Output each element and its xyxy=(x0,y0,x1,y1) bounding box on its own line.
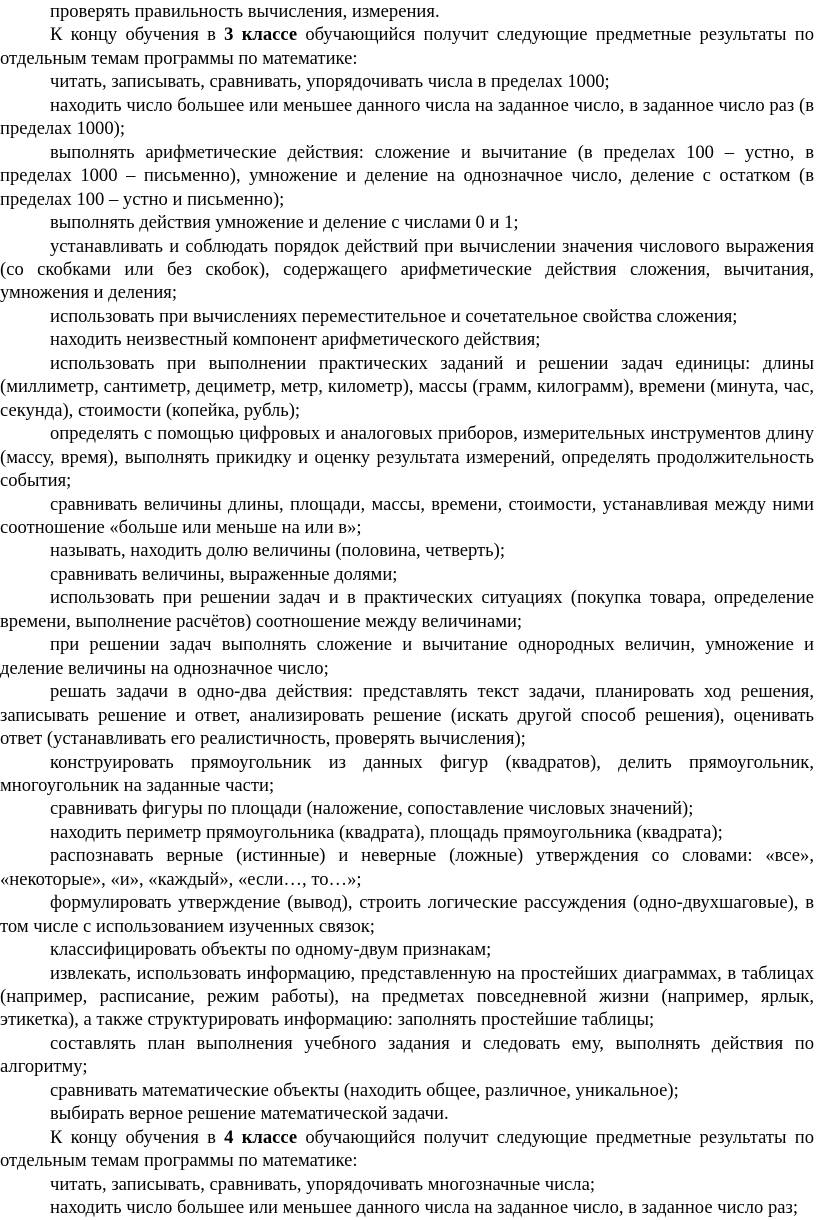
intro-lead: К концу обучения в xyxy=(50,1126,225,1148)
paragraph: формулировать утверждение (вывод), строить логические рассуждения (одно-двухшаговые), в том числе с использованием изученных связок; xyxy=(0,892,814,937)
paragraph: сравнивать величины, выраженные долями; xyxy=(50,563,398,585)
paragraph: называть, находить долю величины (половина, четверть); xyxy=(50,540,506,562)
paragraph: классифицировать объекты по одному-двум признакам; xyxy=(50,939,492,961)
paragraph: использовать при выполнении практических заданий и решении задач единицы: длины (миллиметр, сантиметр, дециметр, метр, километр), массы (грамм, килограмм), времени (минута, час, секунда), стоимости (копейка, рубль); xyxy=(0,352,814,421)
paragraph: использовать при решении задач и в практических ситуациях (покупка товара, определение времени, выполнение расчётов) соотношение между величинами; xyxy=(0,587,814,632)
paragraph: использовать при вычислениях переместительное и сочетательное свойства сложения; xyxy=(50,305,738,327)
paragraph: проверять правильность вычисления, измерения. xyxy=(50,1,440,22)
paragraph-grade-3-intro xyxy=(0,23,814,70)
paragraph: при решении задач выполнять сложение и вычитание однородных величин, умножение и деление величины на однозначное число; xyxy=(0,634,814,679)
intro-rest: обучающийся получит следующие предметные результаты по отдельным темам программы по математике: xyxy=(0,1126,815,1172)
paragraph: сравнивать величины длины, площади, массы, времени, стоимости, устанавливая между ними соотношение «больше или меньше на или в»; xyxy=(0,493,814,538)
paragraph: определять с помощью цифровых и аналоговых приборов, измерительных инструментов длину (массу, время), выполнять прикидку и оценку результата измерений, определять продолжительность события; xyxy=(0,423,814,492)
paragraph: находить число большее или меньшее данного числа на заданное число, в заданное число раз; xyxy=(50,1197,799,1219)
paragraph: читать, записывать, сравнивать, упорядочивать числа в пределах 1000; xyxy=(50,71,610,93)
grade-label: 3 классе xyxy=(224,24,298,46)
paragraph: составлять план выполнения учебного задания и следовать ему, выполнять действия по алгоритму; xyxy=(0,1032,814,1078)
paragraph: сравнивать математические объекты (находить общее, различное, уникальное); xyxy=(50,1079,679,1101)
paragraph: конструировать прямоугольник из данных фигур (квадратов), делить прямоугольник, многоугольник на заданные части; xyxy=(0,751,814,796)
grade-label: 4 классе xyxy=(224,1126,298,1148)
paragraph: выбирать верное решение математической задачи. xyxy=(50,1103,449,1125)
paragraph: сравнивать фигуры по площади (наложение, сопоставление числовых значений); xyxy=(50,798,694,820)
paragraph: извлекать, использовать информацию, представленную на простейших диаграммах, в таблицах (например, расписание, режим работы), на предметах повседневной жизни (например, ярлык, этикетка), а также структурировать информацию: заполнять простейшие таблицы; xyxy=(0,962,814,1031)
intro-rest: обучающийся получит следующие предметные результаты по отдельным темам программы по математике: xyxy=(0,24,815,69)
paragraph: находить неизвестный компонент арифметического действия; xyxy=(50,329,541,351)
paragraph: выполнять действия умножение и деление с числами 0 и 1; xyxy=(50,212,519,234)
paragraph: читать, записывать, сравнивать, упорядочивать многозначные числа; xyxy=(50,1173,595,1195)
paragraph-grade-4-intro xyxy=(0,1126,814,1173)
paragraph: распознавать верные (истинные) и неверные (ложные) утверждения со словами: «все», «некоторые», «и», «каждый», «если…, то…»; xyxy=(0,845,814,890)
paragraph: выполнять арифметические действия: сложение и вычитание (в пределах 100 – устно, в пределах 1000 – письменно), умножение и деление на однозначное число, деление с остатком (в пределах 100 – устно и письменно); xyxy=(0,141,814,210)
paragraph: находить число большее или меньшее данного числа на заданное число, в заданное число раз (в пределах 1000); xyxy=(0,94,814,140)
paragraph: находить периметр прямоугольника (квадрата), площадь прямоугольника (квадрата); xyxy=(50,821,723,843)
paragraph: устанавливать и соблюдать порядок действий при вычислении значения числового выражения (со скобками или без скобок), содержащего арифметические действия сложения, вычитания, умножения и деления; xyxy=(0,235,814,304)
intro-lead: К концу обучения в xyxy=(50,24,225,46)
paragraph: решать задачи в одно-два действия: представлять текст задачи, планировать ход решения, записывать решение и ответ, анализировать решение (искать другой способ решения), оценивать ответ (устанавливать его реалистичность, проверять вычисления); xyxy=(0,681,814,750)
